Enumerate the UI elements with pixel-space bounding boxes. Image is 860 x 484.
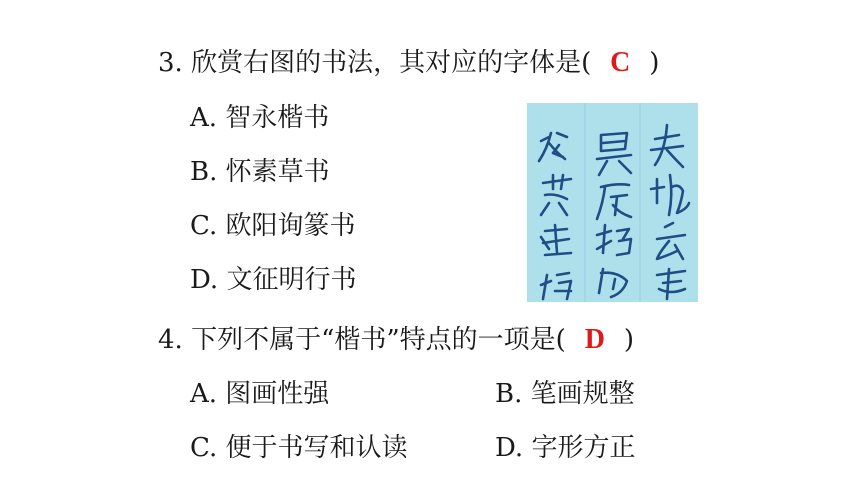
calligraphy-image [527, 103, 698, 302]
question-3-option-c: C. 欧阳询篆书 [190, 211, 356, 241]
question-4-answer: D [584, 324, 605, 355]
question-3-option-d: D. 文征明行书 [190, 265, 357, 295]
question-3-option-b: B. 怀素草书 [190, 157, 330, 187]
question-3-stem [158, 47, 659, 79]
question-4-option-b: B. 笔画规整 [495, 379, 635, 409]
question-4-close-paren: ) [623, 325, 634, 355]
question-3-text: 3. 欣赏右图的书法，其对应的字体是( [158, 48, 592, 78]
question-3-answer: C [610, 47, 631, 78]
question-4-option-c: C. 便于书写和认读 [190, 433, 408, 463]
question-3-close-paren: ) [649, 48, 660, 78]
question-4-option-a: A. 图画性强 [190, 379, 330, 409]
calligraphy-strokes [527, 103, 698, 302]
question-3-option-a: A. 智永楷书 [190, 103, 330, 133]
question-4-stem [158, 324, 634, 356]
question-4-text: 4. 下列不属于“楷书”特点的一项是( [158, 325, 566, 355]
question-4-option-d: D. 字形方正 [495, 433, 636, 463]
